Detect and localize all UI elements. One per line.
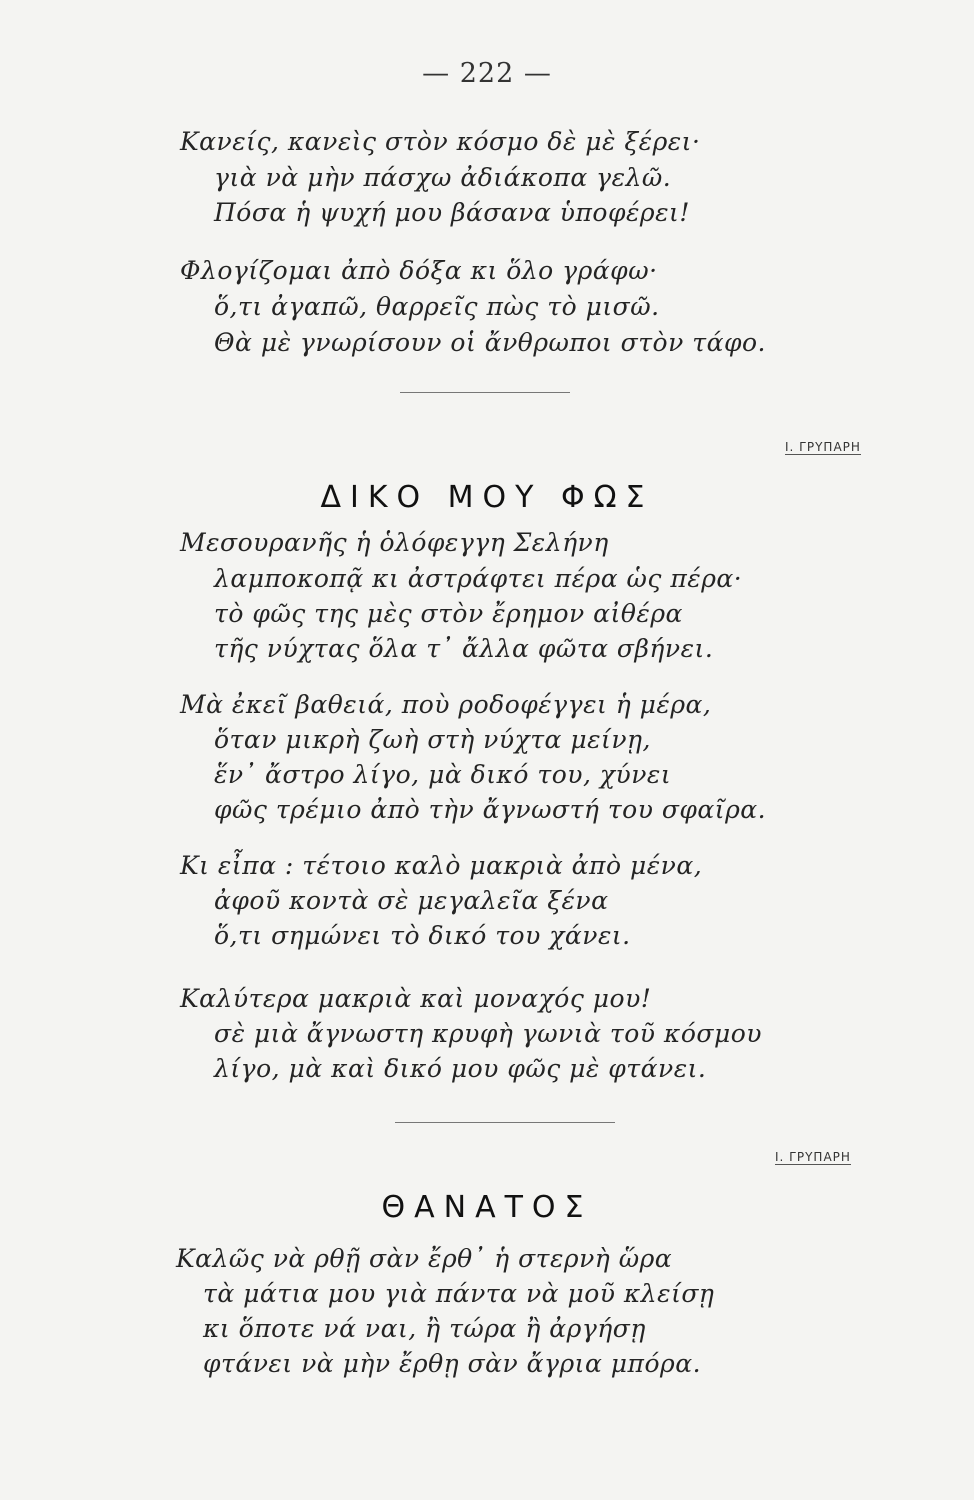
verse-line: φῶς τρέμιο ἀπὸ τὴν ἄγνωστή του σφαῖρα. bbox=[214, 795, 767, 824]
verse-line: λαμποκοπᾷ κι ἀστράφτει πέρα ὡς πέρα· bbox=[214, 564, 743, 593]
verse-line: Μεσουρανῆς ἡ ὁλόφεγγη Σελήνη bbox=[180, 528, 609, 557]
verse-line: κι ὅποτε νά ναι, ἢ τώρα ἢ ἀργήσῃ bbox=[203, 1314, 646, 1343]
author-signature: Ι. ΓΡΥΠΑΡΗ bbox=[785, 440, 861, 454]
poem-title: ΔΙΚΟ ΜΟΥ ΦΩΣ bbox=[320, 480, 654, 515]
verse-line: Κανείς, κανεὶς στὸν κόσμο δὲ μὲ ξέρει· bbox=[180, 127, 701, 156]
verse-line: ὅταν μικρὴ ζωὴ στὴ νύχτα μείνῃ, bbox=[214, 725, 651, 754]
verse-line: Μὰ ἐκεῖ βαθειά, ποὺ ροδοφέγγει ἡ μέρα, bbox=[180, 690, 712, 719]
poem-title: ΘΑΝΑΤΟΣ bbox=[381, 1190, 593, 1225]
verse-line: γιὰ νὰ μὴν πάσχω ἀδιάκοπα γελῶ. bbox=[214, 163, 672, 192]
verse-line: τὸ φῶς της μὲς στὸν ἔρημον αἰθέρα bbox=[214, 599, 683, 628]
author-signature: Ι. ΓΡΥΠΑΡΗ bbox=[775, 1150, 851, 1164]
verse-line: φτάνει νὰ μὴν ἔρθῃ σὰν ἄγρια μπόρα. bbox=[203, 1349, 702, 1378]
verse-line: ὅ,τι ἀγαπῶ, θαρρεῖς πὼς τὸ μισῶ. bbox=[214, 292, 660, 321]
section-divider bbox=[395, 1122, 615, 1123]
verse-line: τὰ μάτια μου γιὰ πάντα νὰ μοῦ κλείσῃ bbox=[203, 1279, 715, 1308]
verse-line: Καλῶς νὰ ρθῇ σὰν ἔρθ᾿ ἡ στερνὴ ὥρα bbox=[176, 1244, 673, 1273]
verse-line: ἀφοῦ κοντὰ σὲ μεγαλεῖα ξένα bbox=[214, 886, 609, 915]
verse-line: Πόσα ἡ ψυχή μου βάσανα ὑποφέρει! bbox=[214, 198, 690, 227]
verse-line: Καλύτερα μακριὰ καὶ μοναχός μου! bbox=[180, 984, 652, 1013]
page-number: — 222 — bbox=[422, 58, 552, 89]
verse-line: σὲ μιὰ ἄγνωστη κρυφὴ γωνιὰ τοῦ κόσμου bbox=[214, 1019, 762, 1048]
verse-line: τῆς νύχτας ὅλα τ᾿ ἄλλα φῶτα σβήνει. bbox=[214, 634, 714, 663]
verse-line: Φλογίζομαι ἀπὸ δόξα κι ὅλο γράφω· bbox=[180, 256, 658, 285]
verse-line: ἕν᾿ ἄστρο λίγο, μὰ δικό του, χύνει bbox=[214, 760, 672, 789]
verse-line: λίγο, μὰ καὶ δικό μου φῶς μὲ φτάνει. bbox=[214, 1054, 707, 1083]
verse-line: Κι εἶπα : τέτοιο καλὸ μακριὰ ἀπὸ μένα, bbox=[180, 851, 703, 880]
verse-line: ὅ,τι σημώνει τὸ δικό του χάνει. bbox=[214, 921, 631, 950]
verse-line: Θὰ μὲ γνωρίσουν οἱ ἄνθρωποι στὸν τάφο. bbox=[214, 328, 766, 357]
section-divider bbox=[400, 392, 570, 393]
